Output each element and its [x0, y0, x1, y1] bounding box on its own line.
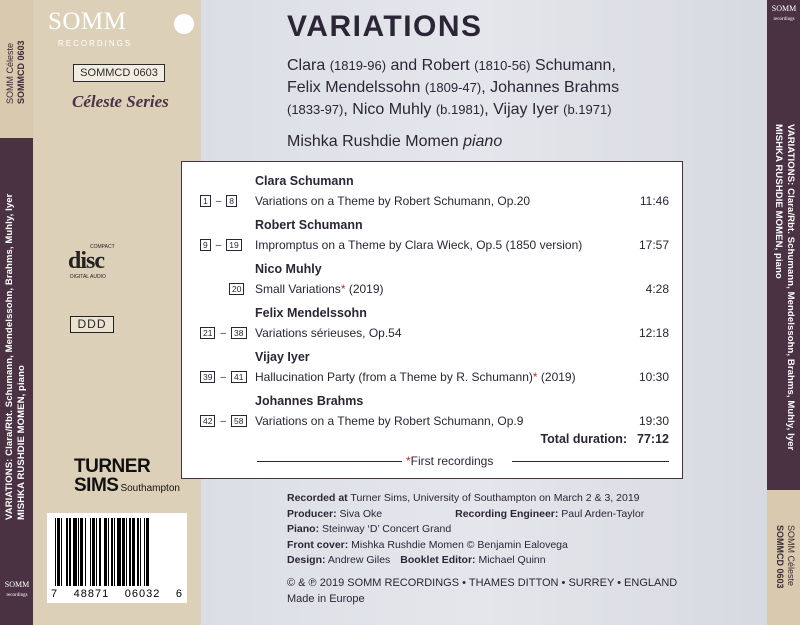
- barcode-digit-group: 7: [51, 588, 59, 600]
- copyright: © & ℗ 2019 SOMM RECORDINGS • THAMES DITTON • SURREY • ENGLAND Made in Europe: [287, 577, 678, 605]
- right-spine-catalog: SOMM Céleste SOMMCD 0603: [775, 525, 796, 589]
- track-numbers: [200, 370, 247, 384]
- turner-sims-logo: [74, 457, 180, 498]
- track-composer: Nico Muhly: [255, 262, 322, 276]
- track-duration: 12:18: [638, 326, 669, 340]
- credits: Recorded at Turner Sims, University of Southampton on March 2 & 3, 2019 Producer: Siva Oke Recording Engineer: Paul Arden-Taylor Piano: Steinway ‘D’ Concert Grand Front cover: Mishka Rushdie Momen © Benjamin Ealovega Design: Andrew Giles Booklet Editor: Michael Quinn: [287, 492, 645, 566]
- track-duration: 10:30: [638, 370, 669, 384]
- barcode-bar: [132, 518, 136, 586]
- barcode-bar: [144, 518, 145, 586]
- cd-logo-word: disc: [68, 248, 105, 274]
- cd-logo-bottom: DIGITAL AUDIO: [70, 274, 106, 280]
- barcode-bar: [140, 518, 141, 586]
- track-end: 41: [231, 371, 246, 383]
- barcode-bar: [78, 518, 79, 586]
- track-end: 8: [226, 195, 237, 207]
- barcode-bar: [92, 518, 94, 586]
- compact-disc-logo-icon: [68, 244, 122, 282]
- barcode-bar: [61, 518, 62, 586]
- track-duration: 17:57: [638, 238, 669, 252]
- barcode-bar: [69, 518, 70, 586]
- track-start: 1: [200, 195, 211, 207]
- track-end: 38: [231, 327, 246, 339]
- track-row: [182, 282, 682, 298]
- track-start: 20: [229, 283, 244, 295]
- barcode-digit-group: 6: [175, 588, 183, 600]
- barcode-digit-group: 06032: [124, 588, 161, 600]
- barcode-bar: [129, 518, 130, 586]
- track-work: Impromptus on a Theme by Clara Wieck, Op.5 (1850 version): [255, 238, 583, 252]
- left-spine-title: VARIATIONS: Clara/Rbt. Schumann, Mendelssohn, Brahms, Muhly, Iyer MISHKA RUSHDIE MOMEN, piano: [4, 193, 27, 520]
- album-title: VARIATIONS: [287, 10, 483, 43]
- track-duration: 4:28: [645, 282, 669, 296]
- somm-logo-sub: RECORDINGS: [58, 39, 133, 48]
- right-spine: [767, 0, 800, 625]
- track-composer: Clara Schumann: [255, 174, 354, 188]
- track-numbers: [200, 326, 247, 340]
- track-duration: 19:30: [638, 414, 669, 428]
- track-work: Small Variations* (2019): [255, 282, 384, 296]
- venue-line3: Southampton: [120, 483, 180, 494]
- somm-logo-word: SOMM: [48, 8, 127, 35]
- barcode-bar: [117, 518, 121, 586]
- barcode-bar: [99, 518, 100, 586]
- barcode-bar: [90, 518, 91, 586]
- track-composer: Felix Mendelssohn: [255, 306, 367, 320]
- track-numbers: [200, 194, 237, 208]
- track-dash: –: [220, 415, 227, 427]
- track-work: Hallucination Party (from a Theme by R. Schumann)* (2019): [255, 370, 576, 384]
- barcode-bar: [108, 518, 109, 586]
- track-list: [181, 161, 683, 479]
- barcode-bar: [104, 518, 106, 586]
- track-numbers: [200, 414, 247, 428]
- track-row: [182, 414, 682, 430]
- somm-emblem-icon: [174, 14, 194, 34]
- venue-line1: TURNER: [74, 456, 151, 477]
- barcode-bar: [114, 518, 115, 586]
- track-end: 58: [231, 415, 246, 427]
- barcode-bar: [73, 518, 77, 586]
- divider: [512, 461, 669, 462]
- catalog-number: SOMMCD 0603: [73, 64, 165, 82]
- barcode-bar: [96, 518, 97, 586]
- track-numbers: [200, 238, 242, 252]
- ddd-badge: DDD: [70, 316, 114, 333]
- barcode-bar: [137, 518, 139, 586]
- right-spine-title: VARIATIONS: Clara/Rbt. Schumann, Mendelssohn, Brahms, Muhly, Iyer MISHKA RUSHDIE MOMEN, piano: [773, 124, 796, 451]
- barcode-bar: [80, 518, 82, 586]
- barcode: [47, 513, 187, 603]
- track-start: 42: [200, 415, 215, 427]
- track-composer: Johannes Brahms: [255, 394, 364, 408]
- cd-logo-top: COMPACT: [90, 244, 115, 250]
- performer: Mishka Rushdie Momen piano: [287, 133, 503, 150]
- barcode-bar: [66, 518, 68, 586]
- track-work: Variations on a Theme by Robert Schumann, Op.20: [255, 194, 531, 208]
- track-dash: –: [215, 239, 222, 251]
- track-start: 21: [200, 327, 215, 339]
- barcode-digit-group: 48871: [73, 588, 110, 600]
- barcode-bar: [111, 518, 112, 586]
- barcode-bar: [126, 518, 127, 586]
- somm-logo: [48, 8, 188, 52]
- track-start: 9: [200, 239, 211, 251]
- first-recordings-label: *First recordings: [406, 454, 494, 468]
- right-spine-logo: SOMM recordings: [771, 4, 797, 22]
- barcode-bar: [55, 518, 56, 586]
- track-composer: Robert Schumann: [255, 218, 363, 232]
- left-spine-logo: SOMM recordings: [4, 580, 30, 598]
- track-dash: –: [220, 327, 227, 339]
- track-row: [182, 238, 682, 254]
- barcode-bar: [146, 518, 148, 586]
- track-composer: Vijay Iyer: [255, 350, 310, 364]
- barcode-bar: [57, 518, 59, 586]
- track-row: [182, 370, 682, 386]
- track-dash: –: [215, 195, 222, 207]
- track-row: [182, 326, 682, 342]
- composer-list: Clara (1819-96) and Robert (1810-56) Schumann, Felix Mendelssohn (1809-47), Johannes Brahms (1833-97), Nico Muhly (b.1981), Vijay Iyer (b.1971): [287, 57, 620, 118]
- barcode-digits: [47, 588, 187, 600]
- track-duration: 11:46: [639, 194, 669, 208]
- track-numbers: [229, 282, 244, 296]
- track-row: [182, 194, 682, 210]
- barcode-bar: [122, 518, 124, 586]
- total-duration: Total duration: 77:12: [540, 432, 669, 446]
- left-spine: [0, 0, 33, 625]
- track-end: 19: [226, 239, 241, 251]
- track-dash: –: [220, 371, 227, 383]
- left-spine-catalog: SOMM Céleste SOMMCD 0603: [5, 40, 26, 104]
- barcode-bars: [55, 518, 179, 586]
- barcode-bar: [85, 518, 86, 586]
- venue-line2: SIMS: [74, 475, 119, 496]
- first-recordings-note: [257, 454, 669, 468]
- track-work: Variations sérieuses, Op.54: [255, 326, 402, 340]
- divider: [257, 461, 402, 462]
- track-work: Variations on a Theme by Robert Schumann, Op.9: [255, 414, 524, 428]
- series-name: Céleste Series: [72, 92, 169, 111]
- track-start: 39: [200, 371, 215, 383]
